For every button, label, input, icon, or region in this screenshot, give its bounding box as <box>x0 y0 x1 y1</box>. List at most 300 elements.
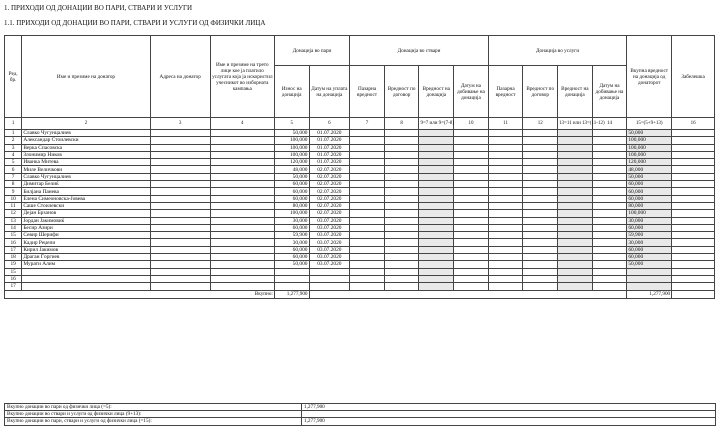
donation-amount: 100,000 <box>274 210 309 217</box>
empty-cell <box>419 159 454 166</box>
empty-cell <box>384 224 419 231</box>
total-value: 80,000 <box>627 202 672 209</box>
empty-cell <box>672 195 715 202</box>
empty-cell <box>558 261 593 268</box>
empty-cell <box>350 275 385 282</box>
empty-cell <box>592 217 627 224</box>
total-value: 60,000 <box>627 195 672 202</box>
row-number: 5 <box>5 159 22 166</box>
row-number: 9 <box>5 188 22 195</box>
empty-cell <box>592 210 627 217</box>
empty-cell <box>523 202 558 209</box>
empty-cell <box>384 217 419 224</box>
donor-name: Димитар Белиќ <box>22 181 150 188</box>
payment-date: 01.07.2020 <box>309 144 350 151</box>
empty-cell <box>558 268 593 275</box>
donation-amount: 50,000 <box>274 173 309 180</box>
payment-date: 03.07.2020 <box>309 261 350 268</box>
section-title: 1. ПРИХОДИ ОД ДОНАЦИИ ВО ПАРИ, СТВАРИ И УСЛУГИ <box>4 4 193 12</box>
empty-cell <box>350 173 385 180</box>
empty-cell <box>672 239 715 246</box>
donor-name: Дејан Брзанов <box>22 210 150 217</box>
empty-cell <box>672 254 715 261</box>
empty-cell <box>350 188 385 195</box>
empty-cell <box>523 130 558 137</box>
empty-cell <box>672 130 715 137</box>
empty-cell <box>488 173 523 180</box>
row-number: 7 <box>5 173 22 180</box>
donation-amount: 60,000 <box>274 224 309 231</box>
table-row <box>5 202 715 209</box>
empty-cell <box>488 210 523 217</box>
total-row <box>5 290 715 298</box>
table-row <box>5 239 715 246</box>
payment-date: 03.07.2020 <box>309 254 350 261</box>
empty-cell <box>454 210 489 217</box>
table-row <box>5 232 715 239</box>
empty-cell <box>210 188 274 195</box>
column-number: 1 <box>5 118 22 130</box>
empty-cell <box>488 159 523 166</box>
header-market-services: Пазарна вредност <box>488 66 523 118</box>
empty-cell <box>523 283 558 290</box>
donation-amount: 48,000 <box>274 166 309 173</box>
empty-cell <box>350 268 385 275</box>
empty-cell <box>350 217 385 224</box>
empty-cell <box>592 202 627 209</box>
empty-cell <box>384 239 419 246</box>
empty-cell <box>488 275 523 282</box>
donor-name <box>22 283 150 290</box>
empty-cell <box>488 137 523 144</box>
row-number: 15 <box>5 232 22 239</box>
payment-date <box>309 275 350 282</box>
empty-cell <box>350 159 385 166</box>
header-goods: Донација во ствари <box>350 36 489 66</box>
empty-cell <box>672 224 715 231</box>
empty-cell <box>210 246 274 253</box>
header-address: Адреса на донатор <box>150 36 210 118</box>
donor-name: Бесир Азири <box>22 224 150 231</box>
empty-cell <box>672 181 715 188</box>
row-number: 3 <box>5 144 22 151</box>
empty-cell <box>210 239 274 246</box>
empty-cell <box>210 210 274 217</box>
payment-date: 03.07.2020 <box>309 246 350 253</box>
donation-amount: 120,000 <box>274 159 309 166</box>
empty-cell <box>672 166 715 173</box>
column-number: 5 <box>274 118 309 130</box>
empty-cell <box>672 188 715 195</box>
header-amount: Износ на донација <box>274 66 309 118</box>
empty-cell <box>488 151 523 158</box>
empty-cell <box>150 217 210 224</box>
empty-cell <box>384 275 419 282</box>
empty-cell <box>419 268 454 275</box>
empty-cell <box>419 224 454 231</box>
donor-name: Драган Ѓоргиев <box>22 254 150 261</box>
empty-cell <box>558 224 593 231</box>
donor-name: Јордан Јакимовиќ <box>22 217 150 224</box>
empty-cell <box>488 232 523 239</box>
donor-name: Славко Чугунцалиев <box>22 173 150 180</box>
payment-date: 02.07.2020 <box>309 166 350 173</box>
payment-date: 03.07.2020 <box>309 239 350 246</box>
total-value <box>627 283 672 290</box>
table-row <box>5 130 715 137</box>
table-row <box>5 173 715 180</box>
empty-cell <box>384 195 419 202</box>
empty-cell <box>350 254 385 261</box>
total-value-sum: 1,277,900 <box>627 290 672 298</box>
empty-cell <box>558 188 593 195</box>
row-number: 12 <box>5 210 22 217</box>
empty-cell <box>384 144 419 151</box>
empty-cell <box>488 130 523 137</box>
empty-cell <box>350 137 385 144</box>
donation-amount: 80,000 <box>274 202 309 209</box>
empty-cell <box>350 283 385 290</box>
row-number: 16 <box>5 275 22 282</box>
table-row <box>5 275 715 282</box>
empty-cell <box>384 210 419 217</box>
empty-cell <box>592 275 627 282</box>
payment-date: 01.07.2020 <box>309 159 350 166</box>
total-value: 30,000 <box>627 217 672 224</box>
total-amount: 1,277,900 <box>274 290 309 298</box>
empty-cell <box>384 246 419 253</box>
empty-cell <box>210 166 274 173</box>
empty-cell <box>419 261 454 268</box>
summary-row <box>5 411 716 418</box>
column-number: 9=7 или 9=(7-8) <box>419 118 454 130</box>
payment-date: 01.07.2020 <box>309 130 350 137</box>
empty-cell <box>592 261 627 268</box>
empty-cell <box>672 232 715 239</box>
donor-name: Славко Чугунцалиев <box>22 130 150 137</box>
empty-cell <box>150 254 210 261</box>
table-row <box>5 261 715 268</box>
empty-cell <box>454 173 489 180</box>
empty-cell <box>488 239 523 246</box>
empty-cell <box>454 188 489 195</box>
donation-amount: 60,000 <box>274 188 309 195</box>
table-row <box>5 246 715 253</box>
header-date-goods: Датум на добивање на донација <box>454 66 489 118</box>
empty-cell <box>419 151 454 158</box>
total-value: 60,000 <box>627 181 672 188</box>
header-notes: Забелешка <box>672 36 715 118</box>
table-row <box>5 283 715 290</box>
empty-cell <box>350 166 385 173</box>
empty-cell <box>384 151 419 158</box>
empty-cell <box>210 137 274 144</box>
empty-cell <box>592 268 627 275</box>
column-number: 7 <box>350 118 385 130</box>
row-number: 6 <box>5 166 22 173</box>
empty-cell <box>488 202 523 209</box>
table-row <box>5 166 715 173</box>
empty-cell <box>672 144 715 151</box>
donation-amount: 60,000 <box>274 181 309 188</box>
header-date-pay: Датум на уплата на донација <box>309 66 350 118</box>
total-value: 50,000 <box>627 130 672 137</box>
header-services: Донација во услуги <box>488 36 627 66</box>
empty-cell <box>523 224 558 231</box>
empty-cell <box>419 181 454 188</box>
header-market-goods: Пазарна вредност <box>350 66 385 118</box>
empty-cell <box>592 159 627 166</box>
empty-cell <box>454 232 489 239</box>
donor-name: Злонимир Ников <box>22 151 150 158</box>
donation-amount: 60,000 <box>274 246 309 253</box>
empty-cell <box>488 217 523 224</box>
column-number: 8 <box>384 118 419 130</box>
empty-cell <box>454 268 489 275</box>
header-third-party: Име и презиме на трето лице кое ја платило услугата која ја искористил учесникот во изборната кампања <box>210 36 274 118</box>
empty-cell <box>384 173 419 180</box>
empty-cell <box>523 181 558 188</box>
row-number: 8 <box>5 181 22 188</box>
empty-cell <box>558 166 593 173</box>
column-number: 14 <box>592 118 627 130</box>
empty-cell <box>419 275 454 282</box>
empty-cell <box>454 137 489 144</box>
empty-cell <box>592 130 627 137</box>
empty-cell <box>150 166 210 173</box>
empty-cell <box>454 202 489 209</box>
empty-cell <box>384 283 419 290</box>
empty-cell <box>488 254 523 261</box>
empty-cell <box>419 202 454 209</box>
empty-cell <box>419 254 454 261</box>
table-row <box>5 159 715 166</box>
empty-cell <box>672 246 715 253</box>
total-value: 100,000 <box>627 144 672 151</box>
table-row <box>5 144 715 151</box>
empty-cell <box>592 173 627 180</box>
donor-name <box>22 275 150 282</box>
row-number: 4 <box>5 151 22 158</box>
table-row <box>5 217 715 224</box>
empty-cell <box>210 173 274 180</box>
payment-date: 02.07.2020 <box>309 181 350 188</box>
column-number: 3 <box>150 118 210 130</box>
donor-name: Кадир Реџепи <box>22 239 150 246</box>
column-number: 11 <box>488 118 523 130</box>
payment-date: 01.07.2020 <box>309 151 350 158</box>
empty-cell <box>672 202 715 209</box>
total-value: 60,000 <box>627 188 672 195</box>
empty-cell <box>523 159 558 166</box>
empty-cell <box>454 283 489 290</box>
total-value: 60,000 <box>627 254 672 261</box>
empty-cell <box>592 188 627 195</box>
empty-cell <box>150 144 210 151</box>
donation-amount <box>274 283 309 290</box>
donation-amount: 60,000 <box>274 195 309 202</box>
header-contract-goods: Вредност по договор <box>384 66 419 118</box>
total-value: 48,000 <box>627 166 672 173</box>
empty-cell <box>672 283 715 290</box>
empty-cell <box>419 137 454 144</box>
empty-cell <box>150 151 210 158</box>
empty-cell <box>558 217 593 224</box>
empty-cell <box>523 232 558 239</box>
empty-cell <box>488 246 523 253</box>
table-row <box>5 254 715 261</box>
donor-name: Иванка Митева <box>22 159 150 166</box>
empty-cell <box>210 217 274 224</box>
empty-cell <box>384 261 419 268</box>
payment-date: 01.07.2020 <box>309 137 350 144</box>
header-value-goods: Вредност на донација <box>419 66 454 118</box>
empty-cell <box>592 195 627 202</box>
empty-cell <box>454 246 489 253</box>
empty-cell <box>558 275 593 282</box>
empty-cell <box>523 254 558 261</box>
summary-label: Вкупно донации во ствари и услуги од физички лица (9+13): <box>5 411 302 418</box>
empty-cell <box>488 144 523 151</box>
table-row <box>5 210 715 217</box>
header-date-services: Датум на добивање на донација <box>592 66 627 118</box>
empty-cell <box>592 239 627 246</box>
table-row <box>5 151 715 158</box>
empty-cell <box>523 173 558 180</box>
row-number: 1 <box>5 130 22 137</box>
empty-cell <box>210 268 274 275</box>
empty-cell <box>558 239 593 246</box>
row-number: 2 <box>5 137 22 144</box>
empty-cell <box>384 130 419 137</box>
empty-cell <box>558 195 593 202</box>
donor-name: Верка Спасовска <box>22 144 150 151</box>
total-label: Вкупно: <box>5 290 275 298</box>
empty-cell <box>523 188 558 195</box>
empty-cell <box>558 246 593 253</box>
empty-cell <box>592 232 627 239</box>
empty-cell <box>592 224 627 231</box>
empty-cell <box>454 144 489 151</box>
empty-cell <box>523 268 558 275</box>
total-value: 59,900 <box>627 232 672 239</box>
donor-name: Билјана Панева <box>22 188 150 195</box>
empty-cell <box>454 166 489 173</box>
header-total-value: Вкупна вредност на донација од донаторот <box>627 36 672 118</box>
donation-amount: 100,000 <box>274 151 309 158</box>
empty-cell <box>488 224 523 231</box>
empty-cell <box>350 195 385 202</box>
empty-cell <box>150 261 210 268</box>
empty-cell <box>350 232 385 239</box>
empty-cell <box>488 166 523 173</box>
empty-cell <box>454 239 489 246</box>
empty-cell <box>384 181 419 188</box>
empty-cell <box>558 202 593 209</box>
empty-cell <box>350 210 385 217</box>
table-row <box>5 268 715 275</box>
empty-cell <box>419 283 454 290</box>
column-number: 2 <box>22 118 150 130</box>
donor-name: Мурати Алим <box>22 261 150 268</box>
empty-cell <box>150 246 210 253</box>
empty-cell <box>592 166 627 173</box>
empty-cell <box>558 173 593 180</box>
empty-cell <box>454 151 489 158</box>
empty-cell <box>672 268 715 275</box>
total-value: 100,000 <box>627 151 672 158</box>
empty-cell <box>672 151 715 158</box>
table-row <box>5 137 715 144</box>
column-number: 4 <box>210 118 274 130</box>
empty-cell <box>454 130 489 137</box>
donation-amount: 100,000 <box>274 144 309 151</box>
empty-cell <box>419 217 454 224</box>
empty-cell <box>150 173 210 180</box>
empty-cell <box>350 202 385 209</box>
donor-name: Севир Шерифи <box>22 232 150 239</box>
row-number: 14 <box>5 224 22 231</box>
empty-cell <box>350 181 385 188</box>
row-number: 15 <box>5 268 22 275</box>
summary-label: Вкупно донации во пари од физички лица (=5): <box>5 404 302 411</box>
empty-cell <box>150 210 210 217</box>
empty-cell <box>150 195 210 202</box>
empty-cell <box>454 261 489 268</box>
column-number: 10 <box>454 118 489 130</box>
row-number: 11 <box>5 202 22 209</box>
donation-amount <box>274 268 309 275</box>
payment-date: 03.07.2020 <box>309 224 350 231</box>
row-number: 18 <box>5 254 22 261</box>
empty-cell <box>210 144 274 151</box>
empty-cell <box>454 275 489 282</box>
empty-cell <box>523 275 558 282</box>
empty-cell <box>384 202 419 209</box>
empty-cell <box>523 137 558 144</box>
table-row <box>5 181 715 188</box>
empty-cell <box>454 224 489 231</box>
empty-cell <box>488 181 523 188</box>
empty-cell <box>419 144 454 151</box>
donation-amount: 30,000 <box>274 239 309 246</box>
column-number: 13=11 или 13=(11-12) <box>558 118 593 130</box>
empty-cell <box>384 188 419 195</box>
table-row <box>5 188 715 195</box>
donation-amount: 50,000 <box>274 130 309 137</box>
empty-cell <box>210 283 274 290</box>
total-value: 120,000 <box>627 159 672 166</box>
empty-cell <box>523 151 558 158</box>
empty-cell <box>672 159 715 166</box>
empty-cell <box>419 130 454 137</box>
empty-cell <box>558 232 593 239</box>
empty-cell <box>350 130 385 137</box>
empty-cell <box>419 195 454 202</box>
empty-cell <box>672 261 715 268</box>
donation-amount: 60,000 <box>274 254 309 261</box>
total-value: 100,000 <box>627 210 672 217</box>
empty-cell <box>419 173 454 180</box>
row-number: 17 <box>5 283 22 290</box>
empty-cell <box>384 159 419 166</box>
row-number: 10 <box>5 195 22 202</box>
donation-amount <box>274 275 309 282</box>
empty-cell <box>210 159 274 166</box>
total-value: 60,000 <box>627 246 672 253</box>
empty-cell <box>523 210 558 217</box>
empty-cell <box>150 239 210 246</box>
